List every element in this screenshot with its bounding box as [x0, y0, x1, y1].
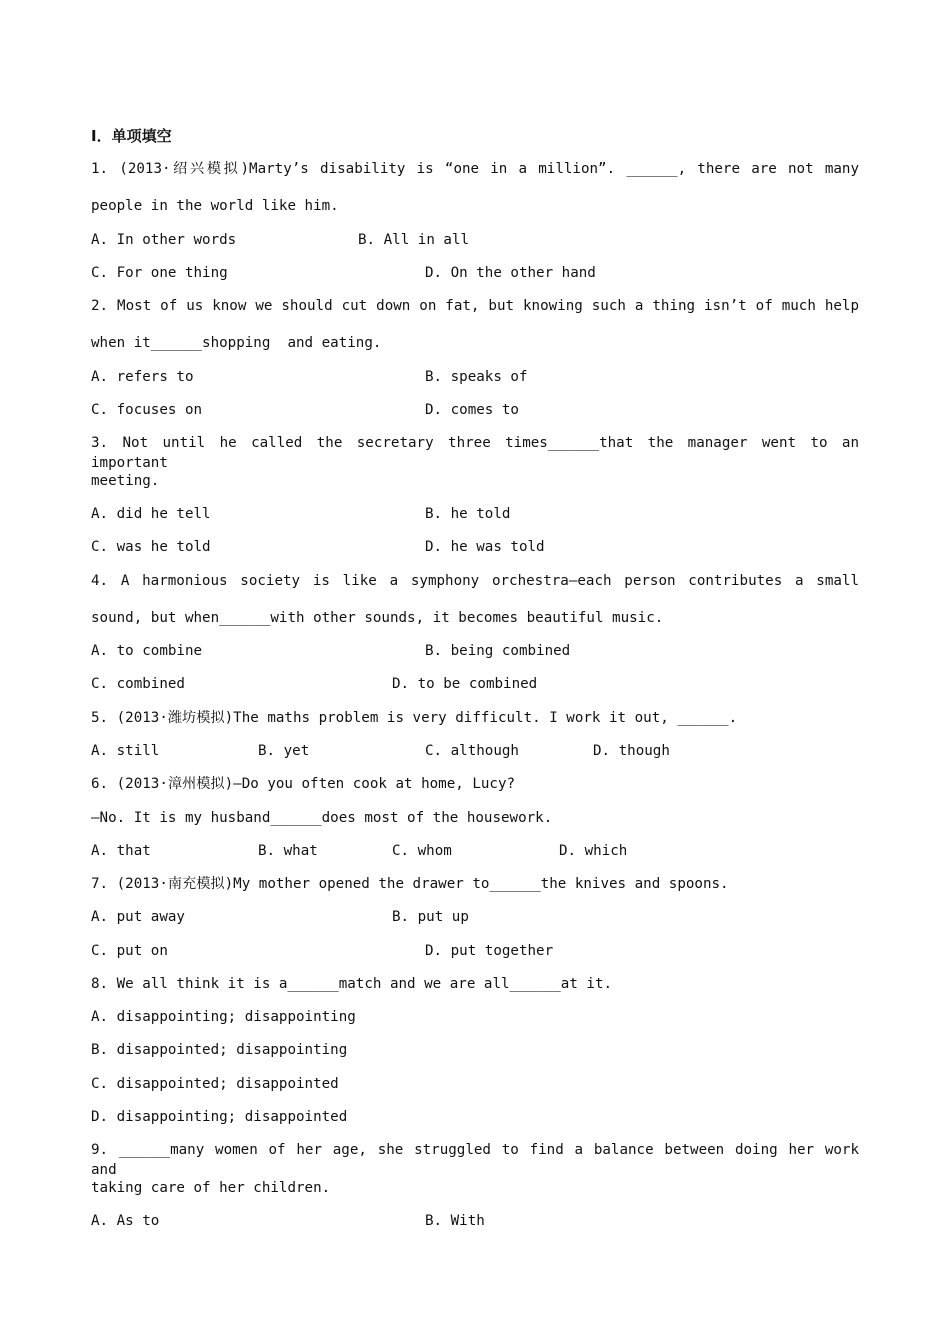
- question-9-line-2: taking care of her children.: [91, 1180, 331, 1196]
- question-4-option-c: C. combined: [91, 676, 185, 692]
- question-3-option-d: D. he was told: [425, 539, 545, 555]
- question-5-option-d: D. though: [593, 743, 670, 759]
- question-1-option-b: B. All in all: [358, 232, 470, 248]
- question-5-option-b: B. yet: [258, 743, 310, 759]
- question-2-option-a: A. refers to: [91, 369, 194, 385]
- question-3-option-b: B. he told: [425, 506, 511, 522]
- question-6-line-2: —No. It is my husband______does most of the housework.: [91, 810, 553, 826]
- question-8-line-1: 8. We all think it is a______match and we are all______at it.: [91, 976, 613, 992]
- question-8-option-b: B. disappointed; disappointing: [91, 1042, 348, 1058]
- question-7-option-d: D. put together: [425, 943, 554, 959]
- question-2-option-c: C. focuses on: [91, 402, 203, 418]
- question-6-line-1: 6. (2013·漳州模拟)—Do you often cook at home, Lucy?: [91, 776, 516, 792]
- question-8-option-c: C. disappointed; disappointed: [91, 1076, 339, 1092]
- question-2-option-b: B. speaks of: [425, 369, 528, 385]
- question-7-option-a: A. put away: [91, 909, 185, 925]
- section-title: Ⅰ．单项填空: [91, 127, 172, 145]
- question-2-line-1: 2. Most of us know we should cut down on fat, but knowing such a thing isn’t of much help: [91, 298, 859, 314]
- question-7-option-b: B. put up: [392, 909, 469, 925]
- question-4-option-b: B. being combined: [425, 643, 571, 659]
- question-6-option-a: A. that: [91, 843, 151, 859]
- question-9-option-b: B. With: [425, 1213, 485, 1229]
- question-1-option-a: A. In other words: [91, 232, 237, 248]
- question-9-option-a: A. As to: [91, 1213, 160, 1229]
- question-6-option-b: B. what: [258, 843, 318, 859]
- question-5-line-1: 5. (2013·潍坊模拟)The maths problem is very difficult. I work it out, ______.: [91, 710, 738, 726]
- question-3-line-2: meeting.: [91, 473, 160, 489]
- question-1-option-c: C. For one thing: [91, 265, 228, 281]
- question-8-option-a: A. disappointing; disappointing: [91, 1009, 356, 1025]
- question-4-option-a: A. to combine: [91, 643, 203, 659]
- question-4-line-2: sound, but when______with other sounds, it becomes beautiful music.: [91, 610, 664, 626]
- question-3-option-c: C. was he told: [91, 539, 211, 555]
- question-5-option-c: C. although: [425, 743, 519, 759]
- question-6-option-d: D. which: [559, 843, 628, 859]
- question-1-line-2: people in the world like him.: [91, 198, 339, 214]
- question-7-line-1: 7. (2013·南充模拟)My mother opened the drawer to______the knives and spoons.: [91, 876, 729, 892]
- question-1-line-1: 1. (2013·绍兴模拟)Marty’s disability is “one in a million”. ______, there are not many: [91, 161, 859, 177]
- question-2-line-2: when it______shopping and eating.: [91, 335, 382, 351]
- question-7-option-c: C. put on: [91, 943, 168, 959]
- question-3-option-a: A. did he tell: [91, 506, 211, 522]
- question-4-option-d: D. to be combined: [392, 676, 538, 692]
- question-4-line-1: 4. A harmonious society is like a symphony orchestra—each person contributes a small: [91, 573, 859, 589]
- question-9-line-1: 9. ______many women of her age, she struggled to find a balance between doing her work and: [91, 1142, 859, 1178]
- question-8-option-d: D. disappointing; disappointed: [91, 1109, 348, 1125]
- question-6-option-c: C. whom: [392, 843, 452, 859]
- question-2-option-d: D. comes to: [425, 402, 519, 418]
- question-1-option-d: D. On the other hand: [425, 265, 596, 281]
- question-5-option-a: A. still: [91, 743, 160, 759]
- question-3-line-1: 3. Not until he called the secretary three times______that the manager went to an important: [91, 435, 859, 471]
